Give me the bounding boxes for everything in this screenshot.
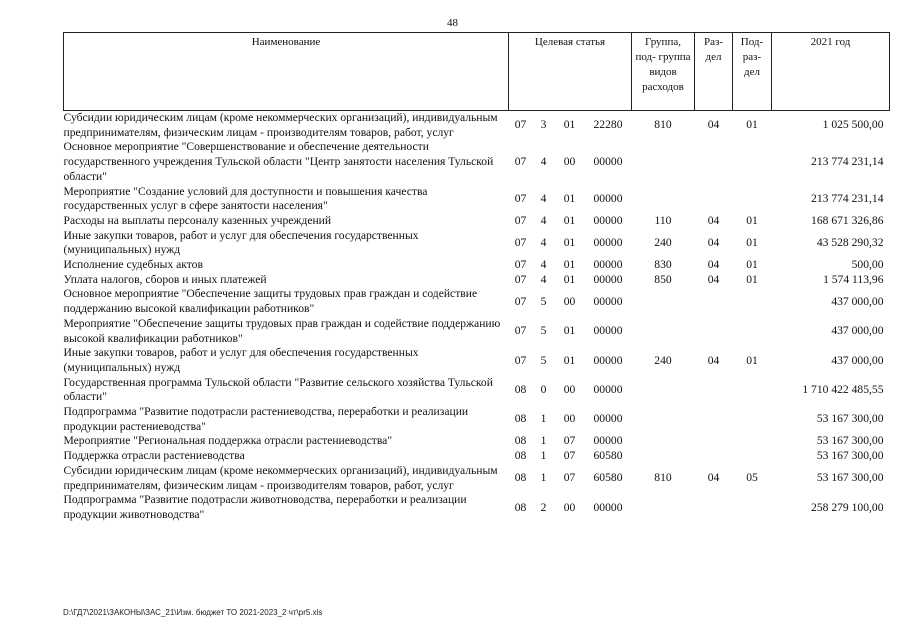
footer-path: D:\ГД7\2021\ЗАКОНЫ\ЗАС_21\Изм. бюджет ТО 2021-2023_2 чт\pr5.xls [63, 608, 323, 617]
target-code-event: 00 [563, 412, 576, 426]
target-code-program: 07 [514, 272, 527, 286]
amount-2021: 1 710 422 485,55 [802, 383, 884, 396]
subsection: 05 [746, 471, 758, 485]
target-code-subprogram: 4 [540, 213, 547, 227]
target-code-subprogram: 3 [540, 118, 547, 132]
target-code-subprogram: 1 [540, 434, 547, 448]
table-row [64, 287, 890, 316]
header-year: 2021 год [772, 33, 890, 111]
row-name: Основное мероприятие "Обеспечение защиты трудовых прав граждан и содействие поддержанию высокой квалификации работников" [63, 287, 478, 316]
budget-table [63, 32, 890, 523]
target-code-program: 08 [514, 500, 527, 514]
target-code-subprogram: 4 [540, 235, 547, 249]
target-code-direction: 00000 [593, 258, 623, 272]
target-code-program: 07 [514, 258, 527, 272]
target-code-event: 07 [563, 449, 576, 463]
target-code-subprogram: 5 [540, 294, 547, 308]
target-code-direction: 00000 [593, 383, 623, 396]
row-name: Иные закупки товаров, работ и услуг для обеспечения государственных (муниципальных) нужд [63, 228, 419, 257]
expense-group [632, 140, 695, 184]
row-name: Иные закупки товаров, работ и услуг для обеспечения государственных (муниципальных) нужд [63, 346, 419, 374]
subsection [733, 434, 772, 449]
subsection: 01 [746, 272, 758, 286]
row-name: Субсидии юридическим лицам (кроме некоммерческих организаций), индивидуальным предпринимателям, физическим лицам - производителям товаров, работ, услуг [63, 111, 498, 139]
target-code-program: 08 [514, 383, 527, 396]
amount-2021: 53 167 300,00 [816, 434, 884, 448]
expense-group [632, 405, 695, 434]
row-name: Расходы на выплаты персоналу казенных учреждений [63, 213, 332, 227]
table-row [64, 317, 890, 346]
header-subsection: Под- раз- дел [733, 33, 772, 111]
subsection: 01 [746, 258, 758, 272]
row-name: Исполнение судебных актов [63, 258, 203, 272]
target-code-subprogram: 0 [540, 383, 547, 396]
row-name: Государственная программа Тульской области "Развитие сельского хозяйства Тульской области" [63, 375, 493, 404]
row-name: Основное мероприятие "Совершенствование и обеспечение деятельности государственного учреждения Тульской области "Центр занятости населения Тульской области" [63, 140, 494, 183]
target-code-program: 08 [514, 449, 527, 463]
target-code-direction: 00000 [593, 272, 623, 286]
expense-group: 850 [654, 272, 672, 286]
subsection [733, 287, 772, 316]
amount-2021: 213 774 231,14 [811, 191, 884, 205]
target-code-subprogram: 1 [540, 471, 547, 485]
target-code-event: 00 [563, 500, 576, 514]
target-code-program: 08 [514, 412, 527, 426]
target-code-event: 01 [563, 258, 576, 272]
table-row [64, 493, 890, 522]
section: 04 [707, 213, 720, 227]
table-row [64, 185, 890, 214]
target-code-event: 07 [563, 434, 576, 448]
target-code-direction: 00000 [593, 155, 623, 169]
expense-group [632, 317, 695, 346]
row-name: Мероприятие "Региональная поддержка отрасли растениеводства" [63, 434, 393, 448]
target-code-subprogram: 5 [540, 324, 547, 338]
target-code-event: 07 [563, 471, 576, 485]
amount-2021: 437 000,00 [831, 324, 884, 338]
expense-group: 110 [654, 213, 672, 227]
target-code-direction: 60580 [593, 471, 623, 485]
subsection [733, 376, 772, 405]
section: 04 [707, 235, 720, 249]
section [695, 140, 733, 184]
target-code-direction: 60580 [593, 449, 623, 463]
amount-2021: 1 574 113,96 [823, 272, 884, 286]
subsection: 01 [746, 213, 758, 227]
target-code-subprogram: 4 [540, 258, 547, 272]
section: 04 [707, 471, 720, 485]
table-body [64, 111, 890, 523]
section [695, 317, 733, 346]
expense-group [632, 185, 695, 214]
expense-group [632, 493, 695, 522]
target-code-program: 08 [514, 434, 527, 448]
table-row [64, 376, 890, 405]
row-name: Поддержка отрасли растениеводства [63, 449, 245, 463]
page-number: 48 [447, 17, 458, 29]
amount-2021: 258 279 100,00 [811, 500, 884, 514]
row-name: Мероприятие "Обеспечение защиты трудовых прав граждан и содействие поддержанию высокой квалификации работников" [63, 316, 501, 345]
header-name: Наименование [64, 33, 509, 111]
subsection: 01 [746, 118, 758, 132]
expense-group [632, 434, 695, 449]
table-row [64, 449, 890, 464]
target-code-direction: 00000 [593, 412, 623, 426]
section [695, 185, 733, 214]
header-target: Целевая статья [509, 33, 632, 111]
amount-2021: 437 000,00 [831, 353, 884, 367]
target-code-subprogram: 4 [540, 272, 547, 286]
target-code-direction: 00000 [593, 500, 623, 514]
table-row [64, 111, 890, 141]
target-code-direction: 22280 [593, 118, 623, 132]
table-row [64, 258, 890, 273]
target-code-direction: 00000 [593, 235, 623, 249]
expense-group [632, 376, 695, 405]
expense-group: 810 [654, 118, 672, 132]
target-code-direction: 00000 [593, 353, 623, 367]
expense-group: 830 [654, 258, 672, 272]
table-row [64, 405, 890, 434]
row-name: Уплата налогов, сборов и иных платежей [63, 272, 267, 286]
subsection [733, 140, 772, 184]
target-code-event: 01 [563, 353, 576, 367]
table-row [64, 229, 890, 258]
amount-2021: 53 167 300,00 [816, 449, 884, 463]
target-code-program: 07 [514, 191, 527, 205]
header-section: Раз- дел [695, 33, 733, 111]
section [695, 449, 733, 464]
target-code-direction: 00000 [593, 294, 623, 308]
header-row [64, 33, 890, 111]
amount-2021: 1 025 500,00 [822, 118, 884, 132]
target-code-subprogram: 4 [540, 155, 547, 169]
row-name: Мероприятие "Создание условий для доступности и повышения качества государственных услуг в сфере занятости населения" [63, 184, 428, 213]
target-code-subprogram: 4 [540, 191, 547, 205]
amount-2021: 53 167 300,00 [816, 471, 884, 485]
target-code-event: 01 [563, 272, 576, 286]
target-code-event: 00 [563, 294, 576, 308]
table-row [64, 214, 890, 229]
target-code-program: 07 [514, 213, 527, 227]
row-name: Субсидии юридическим лицам (кроме некоммерческих организаций), индивидуальным предпринимателям, физическим лицам - производителям товаров, работ, услуг [63, 463, 498, 492]
section [695, 405, 733, 434]
subsection: 01 [746, 353, 758, 367]
subsection [733, 317, 772, 346]
row-name: Подпрограмма "Развитие подотрасли растениеводства, переработки и реализации продукции растениеводства" [63, 405, 469, 433]
target-code-event: 01 [563, 235, 576, 249]
table-row [64, 464, 890, 493]
target-code-direction: 00000 [593, 191, 623, 205]
expense-group: 810 [654, 471, 672, 485]
target-code-program: 07 [514, 155, 527, 169]
target-code-program: 07 [514, 324, 527, 338]
target-code-event: 01 [563, 324, 576, 338]
amount-2021: 168 671 326,86 [811, 213, 884, 227]
section: 04 [707, 353, 720, 367]
table-row [64, 140, 890, 184]
expense-group [632, 449, 695, 464]
target-code-subprogram: 2 [540, 500, 547, 514]
target-code-event: 01 [563, 191, 576, 205]
amount-2021: 500,00 [851, 258, 884, 272]
section [695, 493, 733, 522]
expense-group: 240 [654, 353, 672, 367]
subsection [733, 185, 772, 214]
section [695, 287, 733, 316]
target-code-program: 07 [514, 118, 527, 132]
section: 04 [707, 118, 720, 132]
target-code-subprogram: 1 [540, 412, 547, 426]
subsection [733, 405, 772, 434]
subsection: 01 [746, 235, 758, 249]
section: 04 [707, 272, 720, 286]
section [695, 434, 733, 449]
target-code-event: 00 [563, 155, 576, 169]
table-row [64, 273, 890, 288]
target-code-direction: 00000 [593, 434, 623, 448]
target-code-event: 01 [563, 118, 576, 132]
expense-group [632, 287, 695, 316]
target-code-direction: 00000 [593, 213, 623, 227]
amount-2021: 43 528 290,32 [816, 235, 884, 249]
subsection [733, 449, 772, 464]
target-code-program: 07 [514, 294, 527, 308]
expense-group: 240 [654, 235, 672, 249]
subsection [733, 493, 772, 522]
target-code-program: 07 [514, 353, 527, 367]
amount-2021: 213 774 231,14 [811, 155, 884, 169]
target-code-subprogram: 1 [540, 449, 547, 463]
table-row [64, 346, 890, 375]
target-code-event: 00 [563, 383, 576, 396]
section [695, 376, 733, 405]
header-group: Группа, под- группа видов расходов [632, 33, 695, 111]
amount-2021: 53 167 300,00 [816, 412, 884, 426]
row-name: Подпрограмма "Развитие подотрасли животноводства, переработки и реализации продукции животноводства" [63, 493, 467, 521]
target-code-event: 01 [563, 213, 576, 227]
target-code-program: 08 [514, 471, 527, 485]
target-code-program: 07 [514, 235, 527, 249]
target-code-direction: 00000 [593, 324, 623, 338]
section: 04 [707, 258, 720, 272]
amount-2021: 437 000,00 [831, 294, 884, 308]
table-row [64, 434, 890, 449]
target-code-subprogram: 5 [540, 353, 547, 367]
